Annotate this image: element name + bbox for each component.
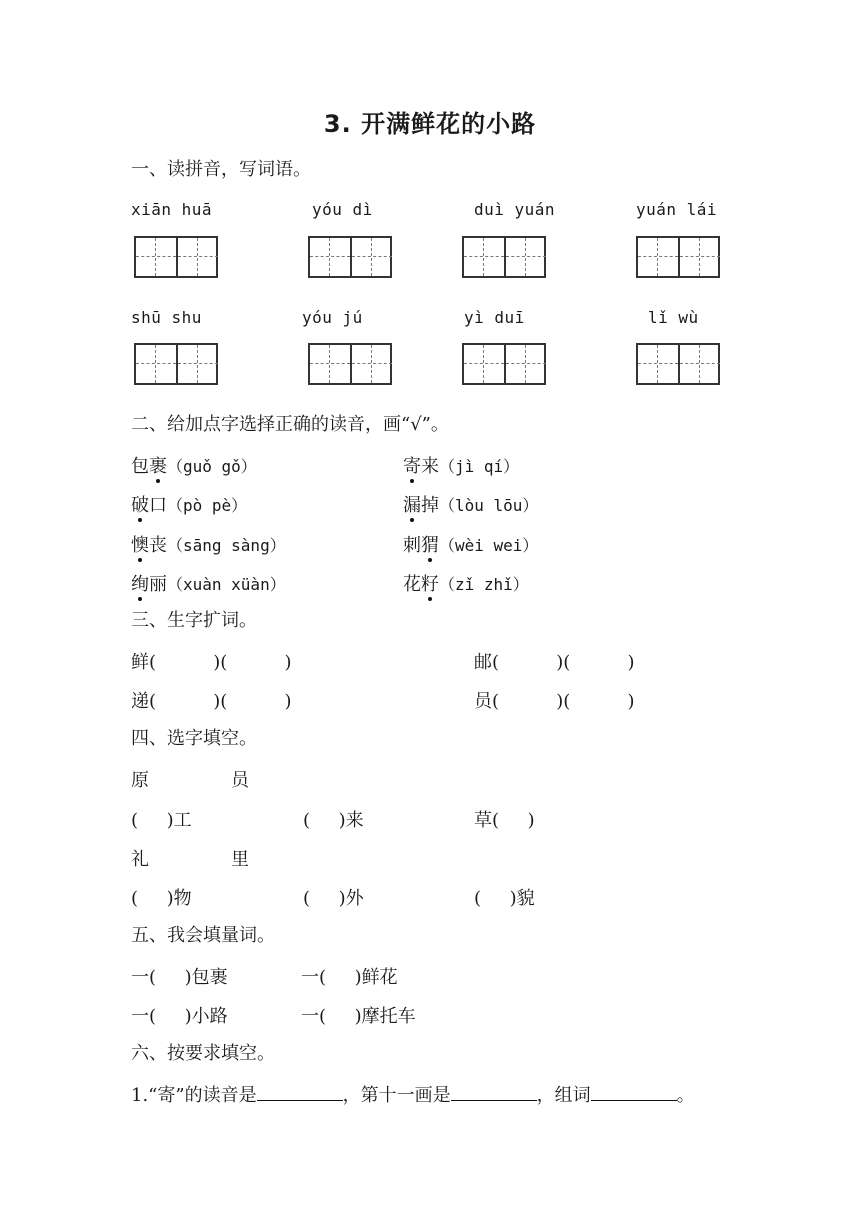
choice-char: 员: [231, 770, 249, 791]
reading-item[interactable]: [403, 491, 538, 517]
char: 花: [403, 574, 421, 595]
expand-item[interactable]: [474, 687, 635, 713]
dotted-char: 籽: [421, 574, 439, 595]
fill-item[interactable]: ( )工: [131, 810, 192, 831]
answer-blank[interactable]: [451, 1082, 537, 1101]
writing-grid[interactable]: [462, 343, 546, 385]
writing-grid[interactable]: [308, 343, 392, 385]
fill-item[interactable]: ( )来: [303, 810, 364, 831]
char: 掉: [421, 495, 439, 516]
expand-item[interactable]: [474, 648, 635, 674]
section-1-heading: 一、读拼音，写词语。: [131, 159, 311, 180]
question-text: ，组词: [536, 1085, 591, 1106]
choice-char: 里: [231, 849, 249, 870]
dotted-char: 破: [131, 495, 149, 516]
char: 刺: [403, 535, 421, 556]
dotted-char: 寄: [403, 456, 421, 477]
fill-item[interactable]: ( )物: [131, 888, 192, 909]
reading-item[interactable]: [403, 531, 538, 557]
dotted-char: 猬: [421, 535, 439, 556]
char: 丽: [149, 574, 167, 595]
blank-parens: ( )( ): [492, 652, 635, 673]
fill-item[interactable]: 草( ): [474, 810, 535, 831]
blank-parens: ( )( ): [149, 691, 292, 712]
section-3-heading: 三、生字扩词。: [131, 610, 257, 631]
reading-item[interactable]: [131, 452, 257, 478]
blank-parens: ( )( ): [492, 691, 635, 712]
fill-item[interactable]: 一( )摩托车: [301, 1006, 416, 1027]
choice-char: 礼: [131, 849, 149, 870]
section-4-heading: 四、选字填空。: [131, 728, 257, 749]
blank-parens: ( )( ): [149, 652, 292, 673]
writing-grid[interactable]: [134, 236, 218, 278]
char: 口: [149, 495, 167, 516]
fill-item[interactable]: ( )外: [303, 888, 364, 909]
reading-item[interactable]: [131, 570, 286, 596]
fill-item[interactable]: 一( )小路: [131, 1006, 228, 1027]
fill-item[interactable]: 一( )包裹: [131, 967, 228, 988]
dotted-char: 裹: [149, 456, 167, 477]
char: 来: [421, 456, 439, 477]
pinyin-label: shū shu: [131, 308, 202, 327]
reading-options: （wèi wei）: [439, 536, 539, 555]
char: 丧: [149, 535, 167, 556]
reading-item[interactable]: [403, 570, 529, 596]
reading-options: （xuàn xüàn）: [167, 575, 286, 594]
dotted-char: 绚: [131, 574, 149, 595]
char: 鲜: [131, 652, 149, 673]
expand-item[interactable]: [131, 687, 292, 713]
expand-item[interactable]: [131, 648, 292, 674]
fill-question-1[interactable]: [131, 1081, 695, 1107]
question-text: ，第十一画是: [342, 1085, 451, 1106]
char: 递: [131, 691, 149, 712]
answer-blank[interactable]: [591, 1082, 677, 1101]
writing-grid[interactable]: [636, 343, 720, 385]
reading-options: （jì qí）: [439, 457, 520, 476]
answer-blank[interactable]: [257, 1082, 343, 1101]
pinyin-label: yóu jú: [302, 308, 363, 327]
question-text: 。: [676, 1085, 695, 1106]
reading-options: （pò pè）: [167, 496, 248, 515]
fill-item[interactable]: ( )貌: [474, 888, 535, 909]
writing-grid[interactable]: [636, 236, 720, 278]
dotted-char: 懊: [131, 535, 149, 556]
dotted-char: 漏: [403, 495, 421, 516]
reading-options: （sāng sàng）: [167, 536, 286, 555]
section-5-heading: 五、我会填量词。: [131, 925, 275, 946]
writing-grid[interactable]: [134, 343, 218, 385]
pinyin-label: yuán lái: [636, 200, 718, 219]
pinyin-label: yóu dì: [312, 200, 373, 219]
fill-item[interactable]: 一( )鲜花: [301, 967, 398, 988]
pinyin-label: lǐ wù: [648, 308, 699, 327]
char: 邮: [474, 652, 492, 673]
reading-options: （guǒ gǒ）: [167, 457, 257, 476]
page-title: 3. 开满鲜花的小路: [323, 110, 537, 138]
question-text: 1.“寄”的读音是: [131, 1085, 257, 1106]
reading-item[interactable]: [131, 531, 286, 557]
reading-item[interactable]: [403, 452, 519, 478]
writing-grid[interactable]: [308, 236, 392, 278]
pinyin-label: duì yuán: [474, 200, 556, 219]
reading-options: （zǐ zhǐ）: [439, 575, 529, 594]
reading-options: （lòu lōu）: [439, 496, 539, 515]
reading-item[interactable]: [131, 491, 247, 517]
writing-grid[interactable]: [462, 236, 546, 278]
section-6-heading: 六、按要求填空。: [131, 1043, 275, 1064]
pinyin-label: xiān huā: [131, 200, 213, 219]
choice-char: 原: [131, 770, 149, 791]
section-2-heading: 二、给加点字选择正确的读音，画“√”。: [131, 414, 449, 435]
pinyin-label: yì duī: [464, 308, 525, 327]
char: 员: [474, 691, 492, 712]
char: 包: [131, 456, 149, 477]
